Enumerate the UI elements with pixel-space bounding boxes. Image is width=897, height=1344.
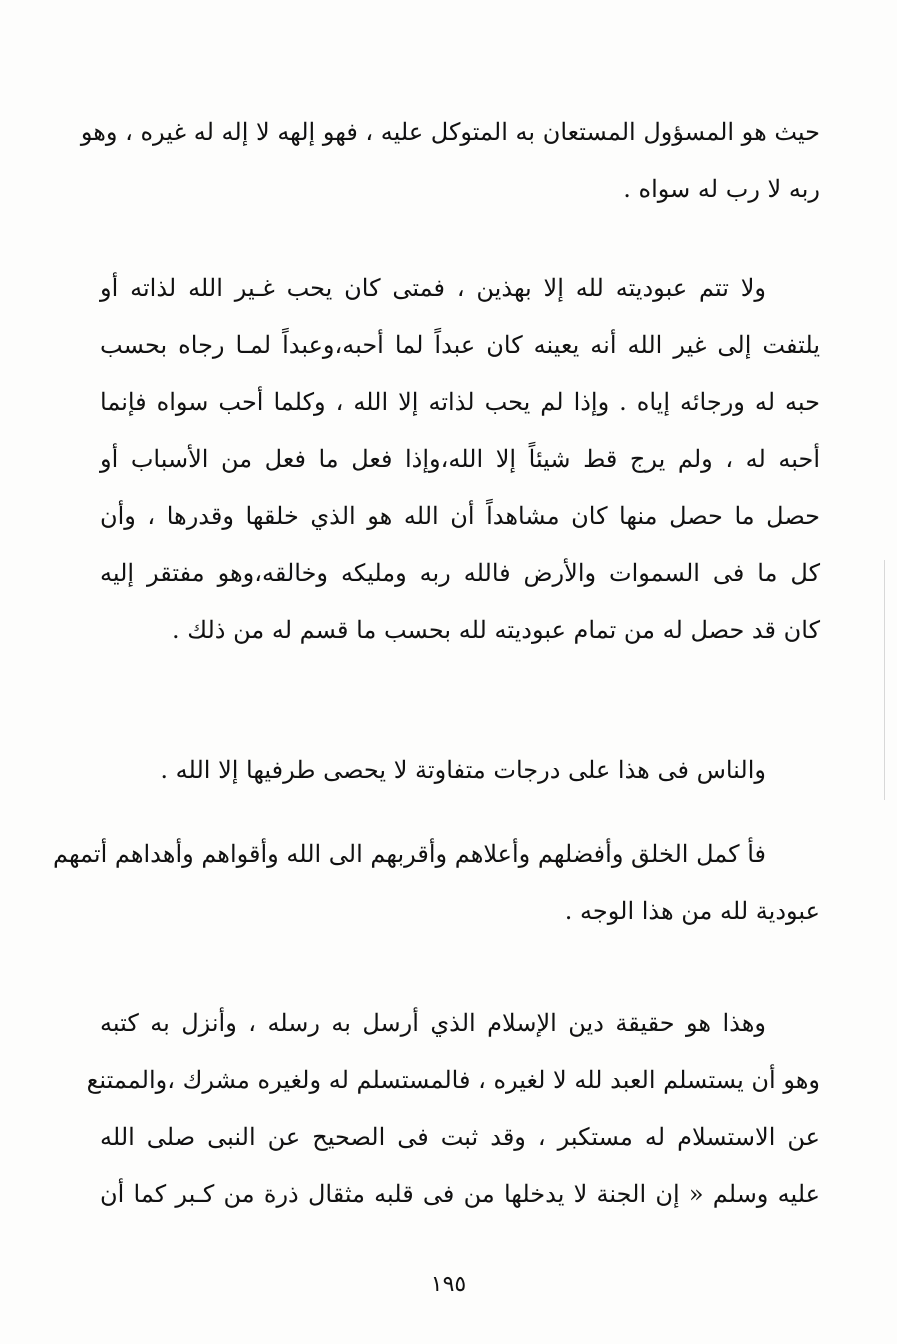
text-line: وهذا هو حقيقة دين الإسلام الذي أرسل به رسله ، وأنزل به كتبه [100, 1009, 766, 1037]
text-line: والناس فى هذا على درجات متفاوتة لا يحصى طرفيها إلا الله . [160, 756, 766, 784]
text-line: عن الاستسلام له مستكبر ، وقد ثبت فى الصحيح عن النبى صلى الله [100, 1123, 820, 1151]
text-line: وهو أن يستسلم العبد لله لا لغيره ، فالمستسلم له ولغيره مشرك ،والممتنع [86, 1066, 820, 1094]
paragraph-4 [53, 826, 820, 940]
scan-edge-shadow [884, 560, 885, 800]
paragraph-2 [100, 260, 820, 659]
text-line: حبه له ورجائه إياه . وإذا لم يحب لذاته إلا الله ، وكلما أحب سواه فإنما [100, 388, 820, 416]
text-line: عبودية لله من هذا الوجه . [564, 897, 820, 925]
text-line: ربه لا رب له سواه . [623, 175, 820, 203]
paragraph-3 [100, 742, 820, 799]
paragraph-5 [86, 995, 820, 1223]
text-line: حيث هو المسؤول المستعان به المتوكل عليه ، فهو إلهه لا إله له غيره ، وهو [80, 118, 820, 146]
text-line: كان قد حصل له من تمام عبوديته لله بحسب ما قسم له من ذلك . [172, 616, 820, 644]
text-line: فأ كمل الخلق وأفضلهم وأعلاهم وأقربهم الى الله وأقواهم وأهداهم أتمهم [53, 840, 766, 868]
text-line: أحبه له ، ولم يرج قط شيئاً إلا الله،وإذا فعل ما فعل من الأسباب أو [100, 445, 820, 473]
paragraph-1 [80, 104, 820, 218]
text-line: يلتفت إلى غير الله أنه يعينه كان عبداً لما أحبه،وعبداً لمـا رجاه بحسب [100, 331, 820, 359]
text-line: حصل ما حصل منها كان مشاهداً أن الله هو الذي خلقها وقدرها ، وأن [100, 502, 820, 530]
text-line: عليه وسلم « إن الجنة لا يدخلها من فى قلبه مثقال ذرة من كـبر كما أن [100, 1180, 820, 1208]
text-line: كل ما فى السموات والأرض فالله ربه ومليكه وخالقه،وهو مفتقر إليه [100, 559, 820, 587]
page-number: ١٩٥ [430, 1272, 467, 1297]
text-line: ولا تتم عبوديته لله إلا بهذين ، فمتى كان يحب غـير الله لذاته أو [100, 274, 766, 302]
